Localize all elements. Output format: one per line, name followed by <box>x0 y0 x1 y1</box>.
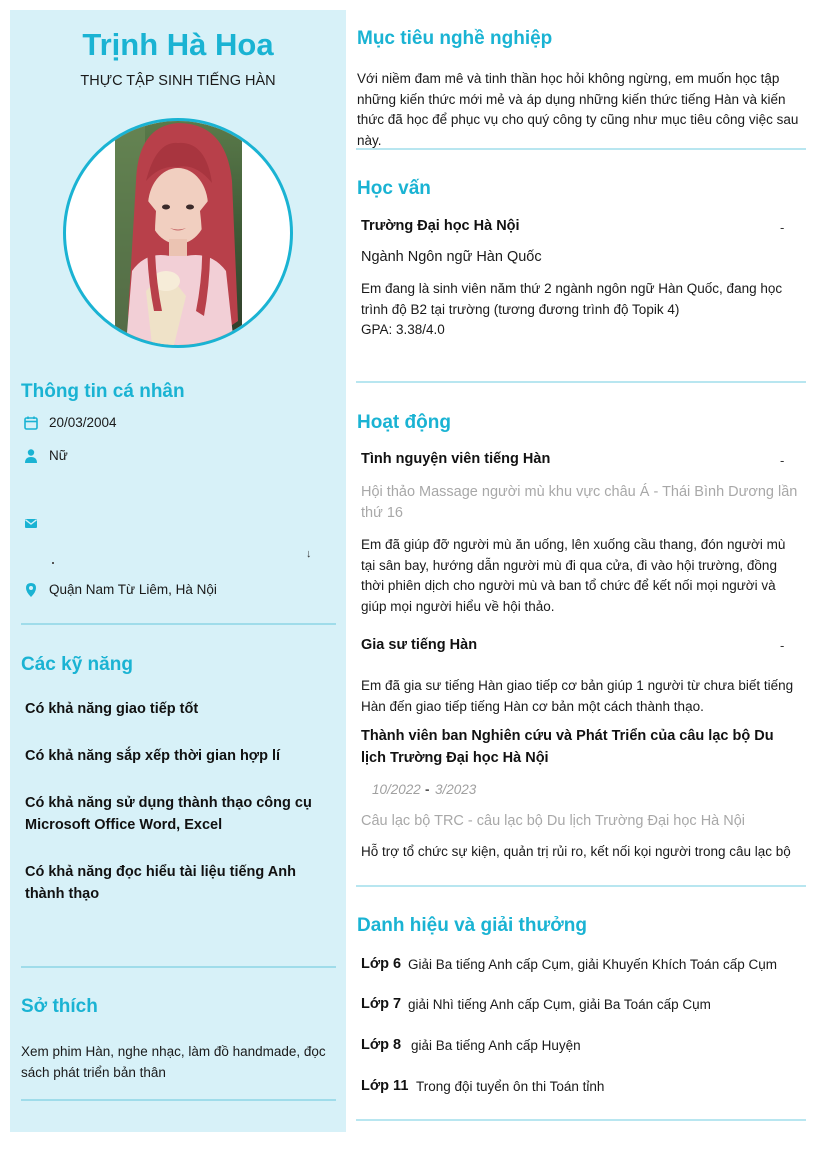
award-grade: Lớp 8 <box>361 1037 402 1053</box>
activity-organization: Hội thảo Massage người mù khu vực châu Á - Thái Bình Dương lần thứ 16 <box>361 484 798 521</box>
gender-value: Nữ <box>49 448 68 463</box>
location-pin-icon <box>23 582 39 598</box>
address-value: Quận Nam Từ Liêm, Hà Nội <box>49 582 217 597</box>
activity-description: Em đã gia sư tiếng Hàn giao tiếp cơ bản giúp 1 người từ chưa biết tiếng Hàn đến giao tiếp tiếng Hàn cơ bản một cách thành thạo. <box>361 678 794 714</box>
envelope-icon <box>23 515 39 531</box>
activity-end-date: 3/2023 <box>435 782 477 797</box>
divider <box>21 1099 336 1101</box>
birthday-value: 20/03/2004 <box>49 415 117 430</box>
divider <box>21 623 336 625</box>
hobbies-text: Xem phim Hàn, nghe nhạc, làm đồ handmade, đọc sách phát triển bản thân <box>21 1044 326 1080</box>
personal-info-title: Thông tin cá nhân <box>21 381 185 402</box>
gender-row <box>23 447 323 467</box>
award-text: giải Ba tiếng Anh cấp Huyện <box>411 1038 581 1053</box>
education-major: Ngành Ngôn ngữ Hàn Quốc <box>361 249 542 265</box>
calendar-icon <box>23 415 39 431</box>
award-grade: Lớp 7 <box>361 996 402 1012</box>
sidebar <box>10 10 346 1132</box>
candidate-name: Trịnh Hà Hoa <box>82 27 274 62</box>
divider <box>356 148 806 150</box>
activity-organization: Câu lạc bộ TRC - câu lạc bộ Du lịch Trường Đại học Hà Nội <box>361 813 746 829</box>
education-dash: - <box>780 220 785 235</box>
activity-role: Thành viên ban Nghiên cứu và Phát Triển của câu lạc bộ Du lịch Trường Đại học Hà Nội <box>361 728 774 766</box>
hobbies-title: Sở thích <box>21 996 98 1017</box>
activity-date-separator: - <box>425 782 430 797</box>
skills-title: Các kỹ năng <box>21 654 133 675</box>
down-arrow-icon: ↓ <box>306 548 312 560</box>
candidate-role: THỰC TẬP SINH TIẾNG HÀN <box>80 73 276 89</box>
award-text: Giải Ba tiếng Anh cấp Cụm, giải Khuyến Khích Toán cấp Cụm <box>408 957 777 972</box>
award-text: Trong đội tuyển ôn thi Toán tỉnh <box>416 1079 605 1094</box>
education-school: Trường Đại học Hà Nội <box>361 218 520 234</box>
blank-field-marker <box>52 562 54 564</box>
profile-photo <box>63 118 293 348</box>
education-gpa: GPA: 3.38/4.0 <box>361 322 445 337</box>
activities-title: Hoạt động <box>357 412 451 433</box>
education-title: Học vấn <box>357 178 431 199</box>
divider <box>356 885 806 887</box>
objective-text: Với niềm đam mê và tinh thần học hỏi không ngừng, em muốn học tập những kiến thức mới mẻ và áp dụng những kiến thức tiếng Hàn và kiến thức đã học để phục vụ cho quý công ty cũng như mục tiêu công việc sau này. <box>357 71 799 148</box>
activity-role: Tình nguyện viên tiếng Hàn <box>361 451 551 467</box>
activity-dash: - <box>780 453 785 468</box>
award-text: giải Nhì tiếng Anh cấp Cụm, giải Ba Toán cấp Cụm <box>408 997 711 1012</box>
activity-dash: - <box>780 638 785 653</box>
person-icon <box>23 448 39 464</box>
divider <box>356 1119 806 1121</box>
activity-description: Em đã giúp đỡ người mù ăn uống, lên xuống cầu thang, đón người mù tại sân bay, hướng dẫn người mù đi qua cửa, đi vào hội trường, đồng thời phiên dịch cho người mù và ban tổ chức để kết nối mọi người và giúp mọi người hiểu về hội thảo. <box>361 537 786 614</box>
skill-item: Có khả năng đọc hiểu tài liệu tiếng Anh thành thạo <box>25 864 296 902</box>
skill-item: Có khả năng sắp xếp thời gian hợp lí <box>25 748 281 764</box>
award-grade: Lớp 11 <box>361 1078 409 1094</box>
birthday-row <box>23 414 323 434</box>
divider <box>356 381 806 383</box>
activity-description: Hỗ trợ tổ chức sự kiện, quản trị rủi ro, kết nối kọi người trong câu lạc bộ <box>361 844 791 859</box>
email-row <box>23 514 323 534</box>
skill-item: Có khả năng giao tiếp tốt <box>25 701 199 717</box>
awards-title: Danh hiệu và giải thưởng <box>357 915 587 936</box>
education-description: Em đang là sinh viên năm thứ 2 ngành ngôn ngữ Hàn Quốc, đang học trình độ B2 tại trường (tương đương trình độ Topik 4) <box>361 281 783 317</box>
activity-role: Gia sư tiếng Hàn <box>361 637 478 653</box>
activity-start-date: 10/2022 <box>372 782 421 797</box>
award-grade: Lớp 6 <box>361 956 402 972</box>
objective-title: Mục tiêu nghề nghiệp <box>357 28 553 49</box>
address-row <box>23 581 323 601</box>
skill-item: Có khả năng sử dụng thành thạo công cụ Microsoft Office Word, Excel <box>25 795 312 833</box>
divider <box>21 966 336 968</box>
